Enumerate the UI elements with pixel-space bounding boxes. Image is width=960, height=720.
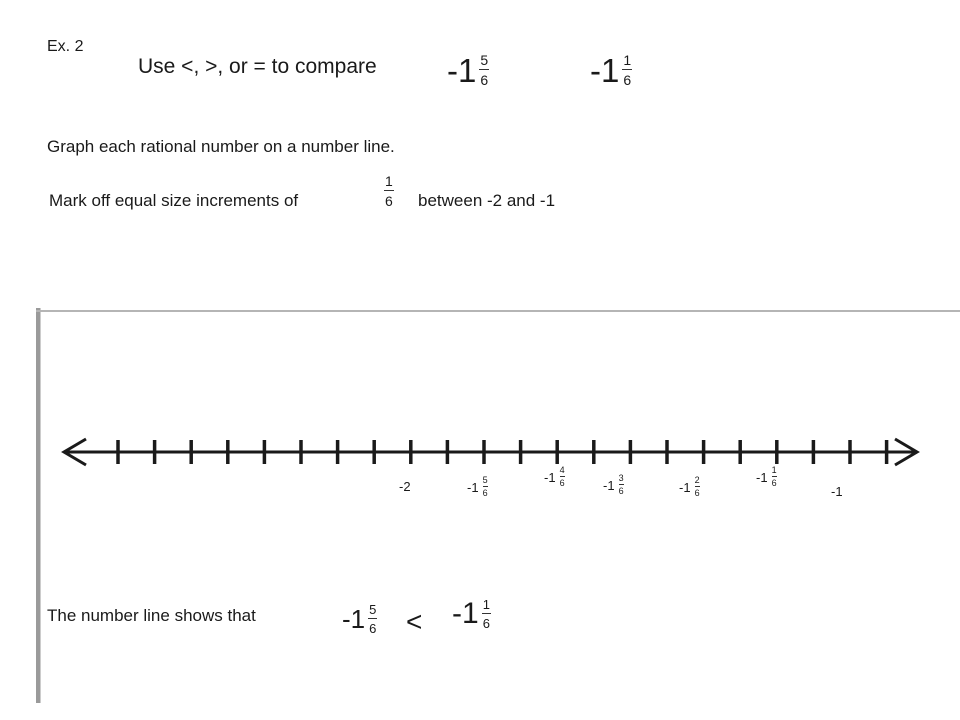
tick-label-denominator: 6 xyxy=(618,486,624,496)
tick-label-numerator: 4 xyxy=(559,465,565,475)
tick-label-whole: -1 xyxy=(467,479,479,495)
tick-label-numerator: 3 xyxy=(618,473,624,483)
compare-first-denominator: 6 xyxy=(480,72,489,88)
tick-label-denominator: 6 xyxy=(694,488,700,498)
compare-first-fraction xyxy=(479,53,489,87)
compare-second-numerator: 1 xyxy=(623,52,632,68)
compare-second-number xyxy=(590,53,632,87)
conclusion-left-denominator: 6 xyxy=(369,621,377,636)
comparison-symbol: < xyxy=(406,606,423,637)
tick-label-neg1-3-6 xyxy=(603,474,624,496)
increment-denominator: 6 xyxy=(385,193,393,209)
tick-label-whole: -1 xyxy=(679,479,691,495)
increment-fraction xyxy=(384,174,394,208)
conclusion-left-numerator: 5 xyxy=(369,602,377,617)
tick-label-fraction xyxy=(695,476,700,498)
tick-label-numerator: 2 xyxy=(694,475,700,485)
compare-second-fraction xyxy=(622,53,632,87)
instruction-text: Use <, >, or = to compare xyxy=(138,55,377,78)
conclusion-right-number xyxy=(452,598,491,630)
tick-label-denominator: 6 xyxy=(771,478,777,488)
conclusion-right-numerator: 1 xyxy=(482,597,490,612)
tick-label-neg1-5-6 xyxy=(467,476,488,498)
tick-label-fraction xyxy=(560,466,565,488)
tick-label-whole: -1 xyxy=(603,477,615,493)
conclusion-text: The number line shows that xyxy=(47,606,256,625)
conclusion-right-fraction xyxy=(482,598,491,630)
tick-label-whole: -1 xyxy=(756,469,768,485)
mark-off-range-text: between -2 and -1 xyxy=(418,191,556,210)
number-line-panel xyxy=(36,308,960,703)
tick-label-neg1 xyxy=(831,485,843,498)
tick-label-whole: -1 xyxy=(544,469,556,485)
tick-label-neg2 xyxy=(399,480,411,493)
tick-label-neg1-4-6 xyxy=(544,466,565,488)
tick-label-neg1-2-6 xyxy=(679,476,700,498)
compare-second-whole: -1 xyxy=(590,51,620,89)
tick-label-neg1-1-6 xyxy=(756,466,777,488)
increment-numerator: 1 xyxy=(385,173,393,189)
tick-label-fraction xyxy=(619,474,624,496)
tick-label-fraction xyxy=(772,466,777,488)
compare-first-whole: -1 xyxy=(447,51,477,89)
tick-label-numerator: 1 xyxy=(771,465,777,475)
graph-instruction: Graph each rational number on a number line. xyxy=(47,137,395,156)
tick-label-fraction xyxy=(483,476,488,498)
tick-label-denominator: 6 xyxy=(559,478,565,488)
compare-second-denominator: 6 xyxy=(623,72,632,88)
tick-label-denominator: 6 xyxy=(482,488,488,498)
compare-first-number xyxy=(447,53,489,87)
conclusion-left-fraction xyxy=(368,603,377,635)
number-line xyxy=(64,439,917,465)
conclusion-right-denominator: 6 xyxy=(482,616,490,631)
conclusion-left-whole: -1 xyxy=(342,604,366,634)
tick-label-numerator: 5 xyxy=(482,475,488,485)
mark-off-text: Mark off equal size increments of xyxy=(49,191,299,210)
conclusion-right-whole: -1 xyxy=(452,597,479,630)
compare-first-numerator: 5 xyxy=(480,52,489,68)
tick-label-whole: -2 xyxy=(399,479,411,494)
tick-label-whole: -1 xyxy=(831,484,843,499)
conclusion-left-number xyxy=(342,603,377,635)
example-label: Ex. 2 xyxy=(47,38,84,55)
